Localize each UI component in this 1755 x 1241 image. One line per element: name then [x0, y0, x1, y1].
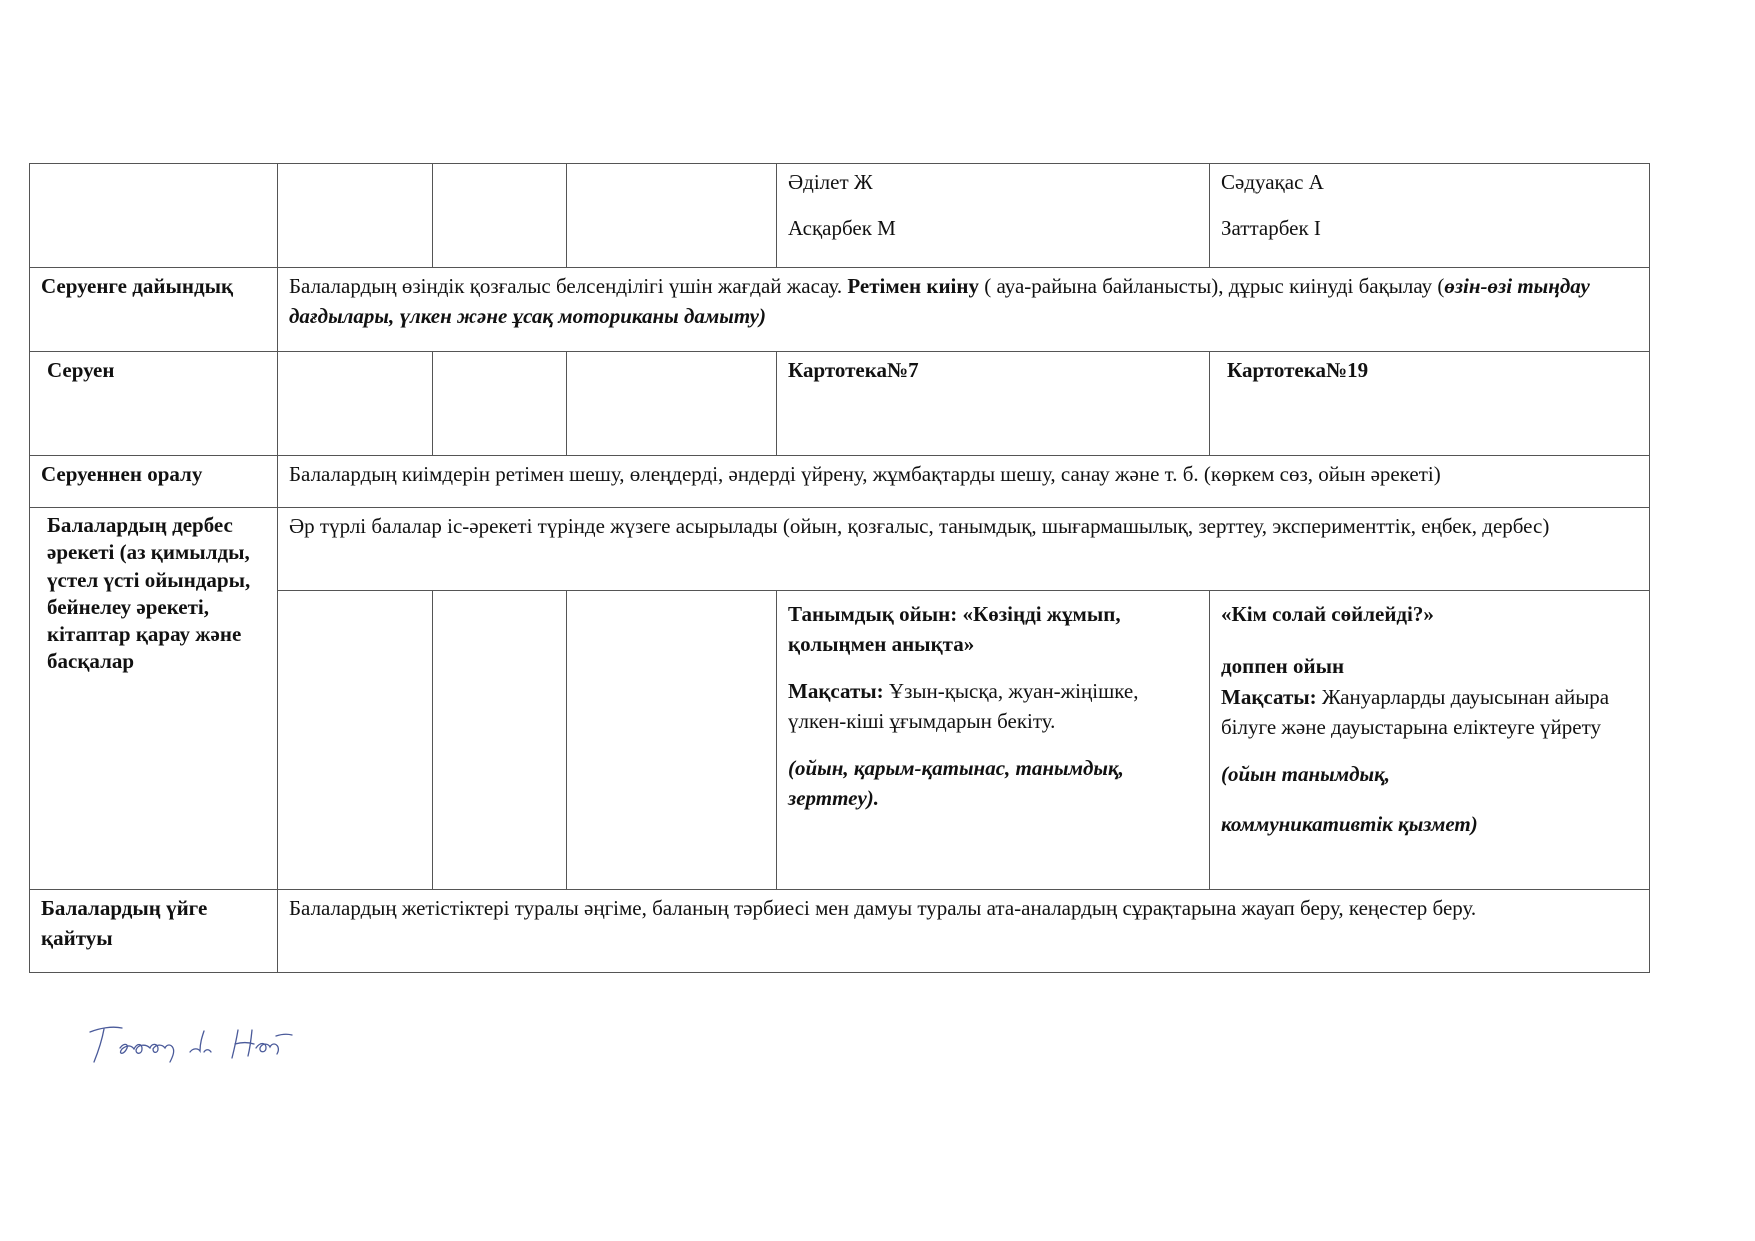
table-row	[30, 508, 1650, 591]
empty-cell	[278, 352, 433, 456]
walk-card-thursday: Картотека№7	[777, 352, 1210, 456]
empty-cell	[278, 591, 433, 890]
empty-cell	[567, 591, 777, 890]
game-activity: коммуникативтік қызмет)	[1221, 812, 1478, 837]
empty-cell	[567, 352, 777, 456]
child-name: Әділет Ж	[788, 170, 873, 194]
label-cell	[30, 164, 278, 268]
empty-cell	[433, 591, 567, 890]
handwritten-signature	[86, 1018, 296, 1074]
children-cell-friday	[1210, 164, 1650, 268]
walk-prep-text: Балалардың өзіндік қозғалыс белсенділігі үшін жағдай жасау. Ретімен киіну ( ауа-райына байланысты), дұрыс киінуді бақылау (өзін-өзі тыңдау дағдылары, үлкен және ұсақ моториканы дамыту)	[278, 268, 1650, 352]
walk-card-friday: Картотека№19	[1210, 352, 1650, 456]
game-cell-friday	[1210, 591, 1650, 890]
row-label-walk-prep: Серуенге дайындық	[30, 268, 278, 352]
game-title: «Кім солай сөйлейді?»	[1221, 602, 1434, 626]
row-label-walk: Серуен	[30, 352, 278, 456]
game-title: Танымдық ойын: «Көзіңді жұмып, қолыңмен анықта»	[788, 602, 1121, 657]
game-activity: (ойын танымдық,	[1221, 761, 1390, 786]
table-row	[30, 890, 1650, 973]
table-row	[30, 164, 1650, 268]
game-subtitle: доппен ойын	[1221, 654, 1345, 679]
children-cell-thursday	[777, 164, 1210, 268]
return-text: Балалардың киімдерін ретімен шешу, өлеңдерді, әндерді үйрену, жұмбақтарды шешу, санау және т. б. (көркем сөз, ойын әрекеті)	[278, 456, 1650, 508]
daily-plan-table	[29, 163, 1650, 973]
empty-cell	[278, 164, 433, 268]
game-goal: Мақсаты: Жануарларды дауысынан айыра білуге және дауыстарына еліктеуге үйрету	[1221, 684, 1610, 740]
independent-text: Әр түрлі балалар іс-әрекеті түрінде жүзеге асырылады (ойын, қозғалыс, танымдық, шығармашылық, зерттеу, эксперименттік, еңбек, дербес)	[278, 508, 1650, 591]
table-row	[30, 268, 1650, 352]
row-label-home: Балалардың үйге қайтуы	[30, 890, 278, 973]
empty-cell	[433, 352, 567, 456]
home-text: Балалардың жетістіктері туралы әңгіме, баланың тәрбиесі мен дамуы туралы ата-аналардың сұрақтарына жауап беру, кеңестер беру.	[278, 890, 1650, 973]
row-label-independent: Балалардың дербес әрекеті (аз қимылды, үстел үсті ойындары, бейнелеу әрекеті, кітаптар қарау және басқалар	[30, 508, 278, 890]
empty-cell	[567, 164, 777, 268]
table-row	[30, 352, 1650, 456]
table-row	[30, 456, 1650, 508]
child-name: Сәдуақас А	[1221, 170, 1324, 194]
game-activity: (ойын, қарым-қатынас, танымдық, зерттеу).	[788, 755, 1124, 811]
child-name: Заттарбек І	[1221, 215, 1321, 240]
game-cell-thursday	[777, 591, 1210, 890]
empty-cell	[433, 164, 567, 268]
game-goal: Мақсаты: Ұзын-қысқа, жуан-жіңішке, үлкен-кіші ұғымдарын бекіту.	[788, 678, 1139, 734]
row-label-return: Серуеннен оралу	[30, 456, 278, 508]
child-name: Асқарбек М	[788, 215, 896, 240]
